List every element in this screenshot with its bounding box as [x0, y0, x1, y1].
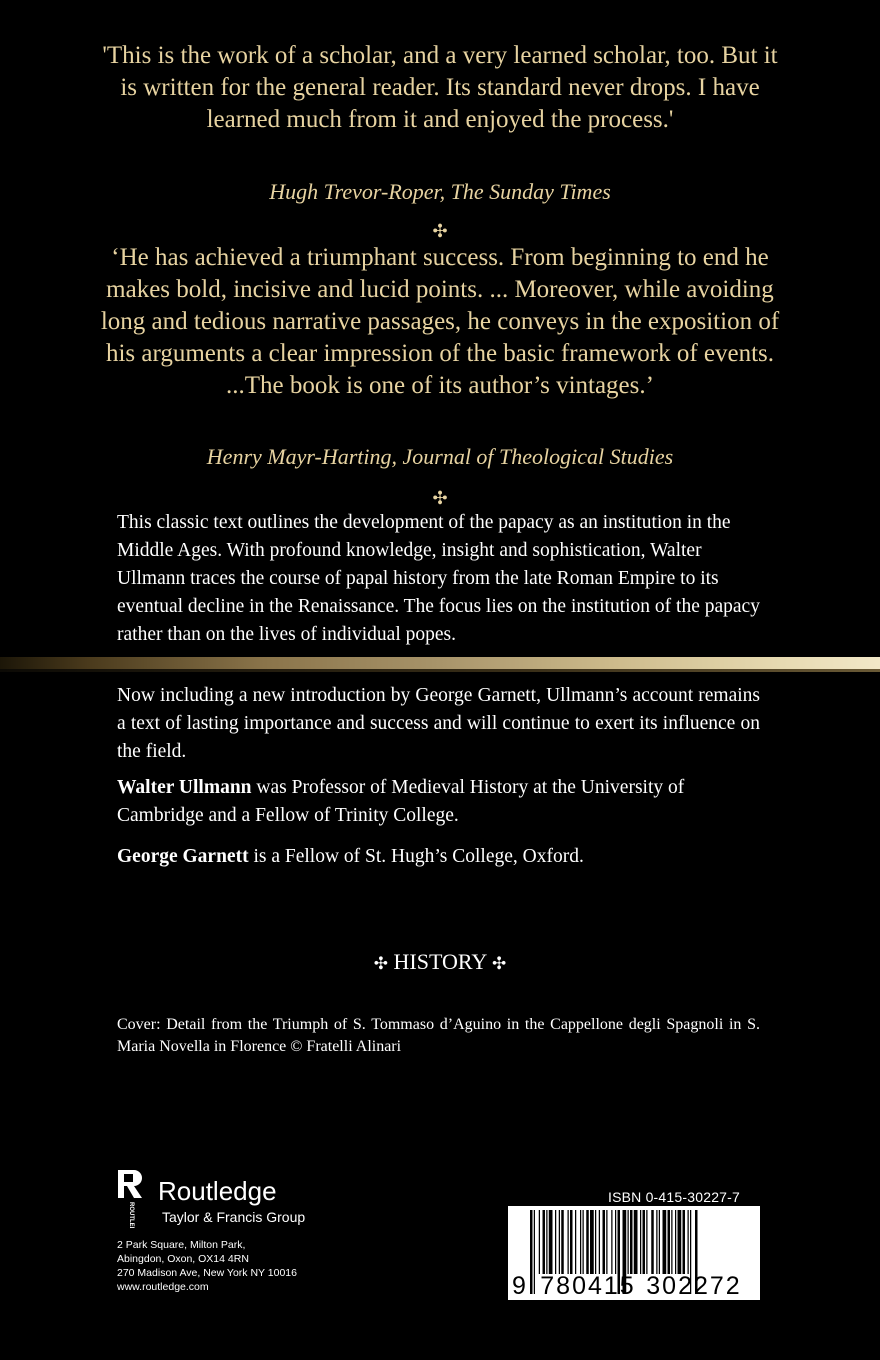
author-name: Walter Ullmann — [117, 777, 252, 798]
barcode-bar — [599, 1210, 600, 1274]
barcode-bar — [590, 1210, 594, 1274]
barcode-bar — [651, 1210, 654, 1274]
publisher-name: Routledge — [158, 1176, 277, 1206]
publisher-website: www.routledge.com — [117, 1281, 209, 1293]
barcode-bar — [628, 1210, 629, 1274]
barcode-bar — [659, 1210, 660, 1274]
editor-name: George Garnett — [117, 846, 249, 867]
publisher-group: Taylor & Francis Group — [162, 1209, 306, 1225]
barcode-bar — [543, 1210, 546, 1274]
barcode-bar — [570, 1210, 573, 1274]
barcode-bar — [668, 1210, 671, 1274]
ornament-icon: ✣ — [432, 488, 448, 508]
category-text: HISTORY — [393, 949, 487, 974]
gold-divider-shadow — [0, 669, 880, 672]
barcode-bar — [568, 1210, 569, 1274]
address-line: 2 Park Square, Milton Park, — [117, 1239, 246, 1251]
barcode-bar — [630, 1210, 633, 1274]
barcode-bar — [634, 1210, 638, 1274]
barcode-bar — [646, 1210, 647, 1274]
barcode-bar — [583, 1210, 584, 1274]
barcode-bar — [546, 1210, 547, 1274]
gold-divider — [0, 657, 880, 669]
category-label — [0, 948, 880, 978]
author-bio — [117, 774, 760, 830]
barcode-bar — [615, 1210, 616, 1274]
barcode-first-digit: 9 — [512, 1272, 526, 1300]
cover-credit: Cover: Detail from the Triumph of S. Tommaso d’Aguino in the Cappellone degli Spagnoli in S. Maria Novella in Florence © Fratelli Alinari — [117, 1016, 760, 1055]
barcode-bar — [595, 1210, 596, 1274]
barcode-group-2: 302272 — [646, 1272, 742, 1300]
barcode-bar — [549, 1210, 553, 1274]
review-quote-1: 'This is the work of a scholar, and a very learned scholar, too. But it is written for the general reader. Its standard never drops. I have learned much from it and enjoyed the process.' — [102, 42, 778, 133]
barcode-bar — [606, 1210, 607, 1274]
barcode-bar — [678, 1210, 682, 1274]
barcode-bar — [663, 1210, 667, 1274]
barcode-bar — [603, 1210, 606, 1274]
barcode-bar — [643, 1210, 646, 1274]
editor-bio-text: is a Fellow of St. Hugh’s College, Oxford. — [248, 846, 584, 867]
barcode-number — [508, 1272, 760, 1300]
review-attribution-2: Henry Mayr-Harting, Journal of Theological Studies — [206, 444, 674, 469]
isbn-label: ISBN 0-415-30227-7 — [608, 1189, 741, 1205]
barcode-bar — [688, 1210, 689, 1274]
barcode-bar — [561, 1210, 564, 1274]
barcode-bar — [656, 1210, 657, 1274]
barcode-bar — [555, 1210, 556, 1274]
routledge-logo-icon — [116, 1168, 144, 1228]
address-line: 270 Madison Ave, New York NY 10016 — [117, 1267, 297, 1279]
barcode-bar — [575, 1210, 576, 1274]
barcode-bar — [671, 1210, 672, 1274]
barcode-bar — [640, 1210, 641, 1274]
author-bio-text: was Professor of Medieval History at the University of Cambridge and a Fellow of Trinity College. — [117, 777, 685, 826]
barcode-bar — [683, 1210, 686, 1274]
new-introduction-text: Now including a new introduction by George Garnett, Ullmann’s account remains a text of lasting importance and success and will continue to exert its influence on the field. — [117, 685, 760, 762]
barcode-bar — [539, 1210, 540, 1274]
barcode-group-1: 780415 — [540, 1272, 636, 1300]
barcode-bar — [559, 1210, 560, 1274]
barcode-bar — [586, 1210, 589, 1274]
publisher-address — [117, 1238, 297, 1294]
ornament-icon: ✣ — [373, 954, 389, 973]
book-description: This classic text outlines the development of the papacy as an institution in the Middle Ages. With profound knowledge, insight and sophistication, Walter Ullmann traces the course of papal history from the late Roman Empire to its eventual decline in the Renaissance. The focus lies on the institution of the papacy rather than on the lives of individual popes. — [117, 512, 760, 645]
review-attribution-1: Hugh Trevor-Roper, The Sunday Times — [269, 179, 611, 204]
address-line: Abingdon, Oxon, OX14 4RN — [117, 1253, 249, 1265]
logo-text: ROUTLEDGE — [128, 1202, 134, 1228]
barcode-bar — [580, 1210, 581, 1274]
barcode-bar — [675, 1210, 676, 1274]
ornament-icon: ✣ — [491, 954, 507, 973]
review-quote-2: ‘He has achieved a triumphant success. From beginning to end he makes bold, incisive and lucid points. ... Moreover, while avoiding long and tedious narrative passages, he conveys in the exposition of his arguments a clear impression of the basic framework of events. ...The book is one of its author’s vintages.’ — [100, 244, 780, 399]
barcode-bar — [611, 1210, 612, 1274]
editor-bio — [117, 843, 760, 871]
ornament-icon: ✣ — [432, 221, 448, 241]
